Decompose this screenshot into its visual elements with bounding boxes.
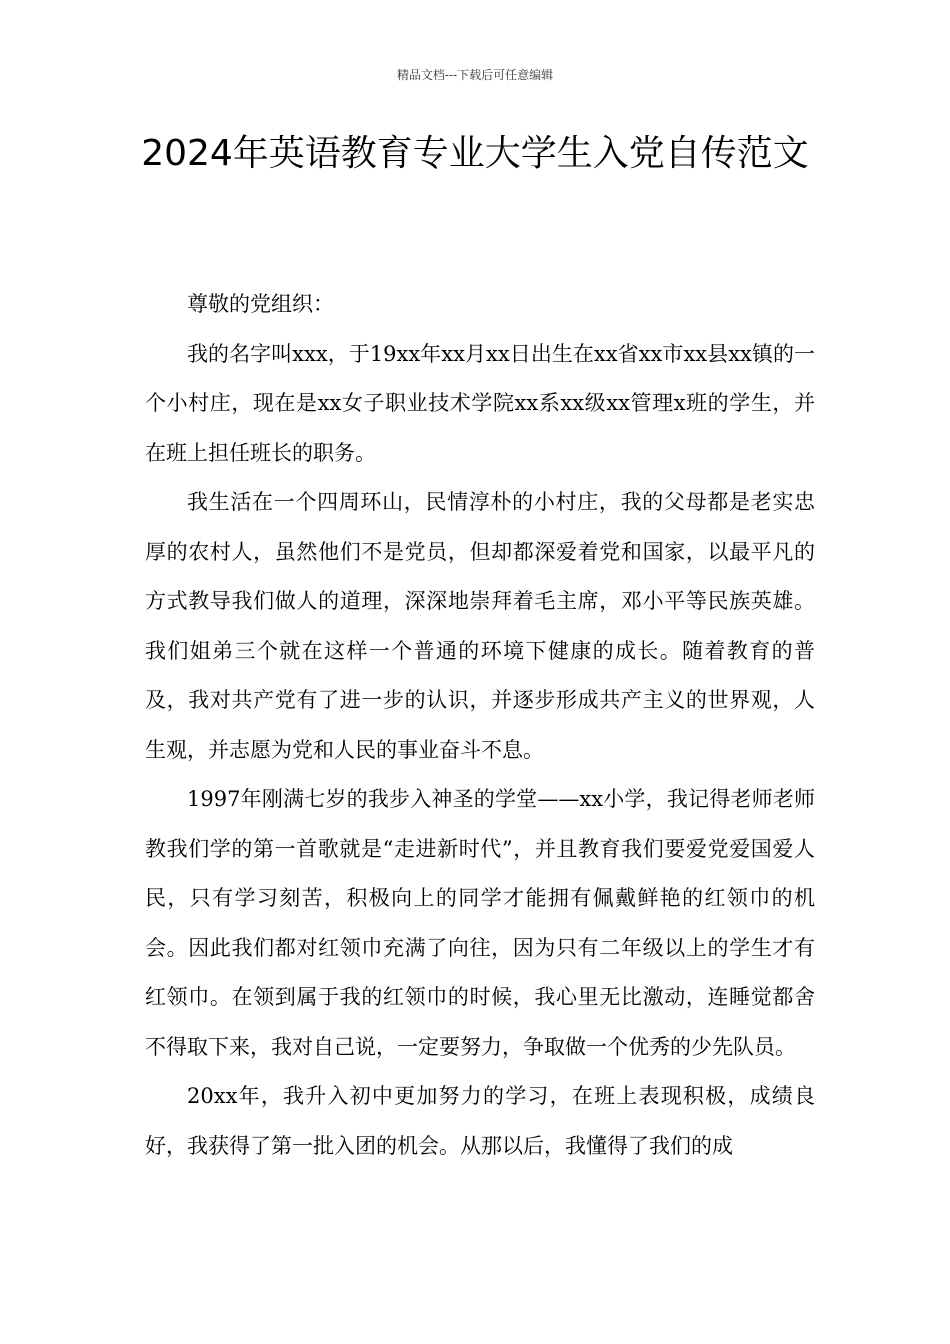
header-note: 精品文档---下载后可任意编辑 [396, 68, 554, 82]
paragraph-3: 1997年刚满七岁的我步入神圣的学堂——xx小学，我记得老师老师教我们学的第一首歌就是“走进新时代”，并且教育我们要爱党爱国爱人民，只有学习刻苦，积极向上的同学才能拥有佩戴鲜艳的红领巾的机会。因此我们都对红领巾充满了向往，因为只有二年级以上的学生才有红领巾。在领到属于我的红领巾的时候，我心里无比激动，连睡觉都舍不得取下来，我对自己说，一定要努力，争取做一个优秀的少先队员。 [145, 787, 815, 1059]
document-body [145, 280, 815, 1171]
paragraph-4: 20xx年，我升入初中更加努力的学习，在班上表现积极，成绩良好，我获得了第一批入团的机会。从那以后，我懂得了我们的成 [145, 1084, 815, 1158]
paragraph-1: 我的名字叫xxx，于19xx年xx月xx日出生在xx省xx市xx县xx镇的一个小村庄，现在是xx女子职业技术学院xx系xx级xx管理x班的学生，并在班上担任班长的职务。 [145, 341, 815, 465]
paragraph-2: 我生活在一个四周环山，民情淳朴的小村庄，我的父母都是老实忠厚的农村人，虽然他们不是党员，但却都深爱着党和国家，以最平凡的方式教导我们做人的道理，深深地崇拜着毛主席，邓小平等民族英雄。我们姐弟三个就在这样一个普通的环境下健康的成长。随着教育的普及，我对共产党有了进一步的认识，并逐步形成共产主义的世界观，人生观，并志愿为党和人民的事业奋斗不息。 [145, 490, 815, 762]
document-title: 2024年英语教育专业大学生入党自传范文 [141, 133, 809, 174]
salutation: 尊敬的党组织： [187, 292, 334, 316]
